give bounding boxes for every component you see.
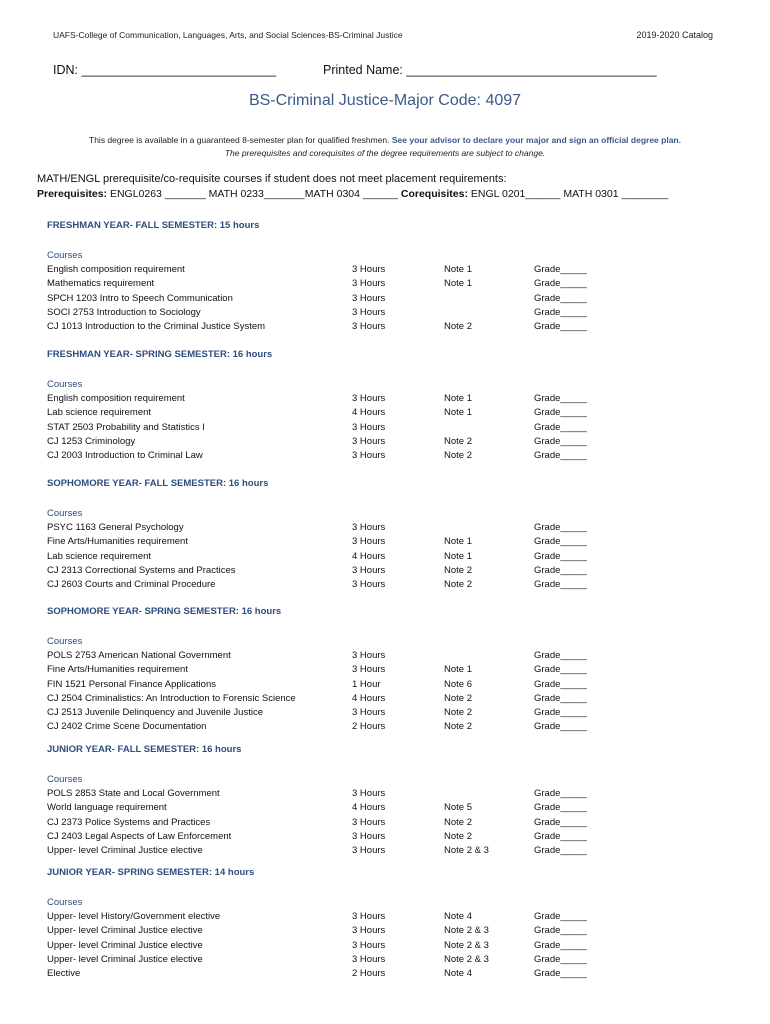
- course-name: SPCH 1203 Intro to Speech Communication: [47, 292, 233, 304]
- semester-title: FRESHMAN YEAR- FALL SEMESTER: 15 hours: [47, 220, 260, 231]
- course-name: CJ 2313 Correctional Systems and Practices: [47, 564, 236, 576]
- course-hours: 3 Hours: [352, 939, 386, 951]
- course-hours: 3 Hours: [352, 278, 386, 290]
- prereq-label: Prerequisites:: [37, 188, 108, 200]
- course-hours: 3 Hours: [352, 393, 386, 404]
- semester-section: [47, 220, 607, 335]
- course-hours: 3 Hours: [352, 664, 386, 676]
- course-name: CJ 2603 Courts and Criminal Procedure: [47, 579, 216, 591]
- course-grade: Grade_____: [534, 450, 587, 462]
- course-grade: Grade_____: [534, 845, 587, 857]
- semester-title: SOPHOMORE YEAR- SPRING SEMESTER: 16 hours: [47, 606, 282, 617]
- semester-section: [47, 349, 607, 464]
- prereq-coreq-line: [37, 188, 668, 200]
- course-name: CJ 2504 Criminalistics: An Introduction to Forensic Science: [47, 692, 296, 704]
- course-name: Lab science requirement: [47, 407, 152, 419]
- course-row: [47, 551, 607, 565]
- course-name: English composition requirement: [47, 393, 185, 404]
- course-name: Elective: [47, 968, 81, 980]
- course-row: [47, 436, 607, 450]
- course-note: Note 1: [444, 407, 472, 419]
- course-note: Note 1: [444, 278, 472, 290]
- course-grade: Grade_____: [534, 911, 587, 922]
- course-hours: 3 Hours: [352, 816, 386, 828]
- course-hours: 3 Hours: [352, 264, 386, 275]
- course-hours: 1 Hour: [352, 678, 381, 690]
- course-note: Note 1: [444, 550, 472, 562]
- course-name: Mathematics requirement: [47, 278, 155, 290]
- course-row: [47, 802, 607, 816]
- course-hours: 2 Hours: [352, 968, 386, 980]
- course-row: [47, 321, 607, 335]
- course-grade: Grade_____: [534, 292, 587, 304]
- course-name: Upper- level Criminal Justice elective: [47, 845, 203, 857]
- course-hours: 3 Hours: [352, 522, 386, 533]
- course-grade: Grade_____: [534, 925, 587, 937]
- course-name: Fine Arts/Humanities requirement: [47, 664, 188, 676]
- course-grade: Grade_____: [534, 278, 587, 290]
- course-row: [47, 940, 607, 954]
- course-note: Note 2 & 3: [444, 925, 489, 937]
- printed-name-field: Printed Name: ____________________________________: [323, 63, 657, 77]
- semester-section: [47, 606, 607, 736]
- course-name: STAT 2503 Probability and Statistics I: [47, 421, 205, 433]
- intro-highlight: See your advisor to declare your major and sign an official degree plan.: [391, 135, 681, 145]
- semester-title: SOPHOMORE YEAR- FALL SEMESTER: 16 hours: [47, 478, 269, 489]
- course-row: [47, 536, 607, 550]
- course-note: Note 4: [444, 968, 472, 980]
- course-hours: 3 Hours: [352, 830, 386, 842]
- course-note: Note 1: [444, 393, 472, 404]
- course-hours: 4 Hours: [352, 550, 386, 562]
- courses-label: Courses: [47, 897, 83, 908]
- course-name: PSYC 1163 General Psychology: [47, 522, 184, 533]
- course-hours: 3 Hours: [352, 788, 386, 799]
- course-grade: Grade_____: [534, 678, 587, 690]
- course-row: [47, 650, 607, 664]
- course-note: Note 2: [444, 830, 472, 842]
- course-name: Fine Arts/Humanities requirement: [47, 536, 188, 548]
- semester-section: [47, 478, 607, 593]
- course-grade: Grade_____: [534, 522, 587, 533]
- course-note: Note 2: [444, 707, 472, 719]
- intro-italic: The prerequisites and corequisites of the degree requirements are subject to change.: [224, 148, 546, 158]
- course-row: [47, 407, 607, 421]
- course-hours: 3 Hours: [352, 953, 386, 965]
- course-note: Note 6: [444, 678, 472, 690]
- course-note: Note 2 & 3: [444, 845, 489, 857]
- course-grade: Grade_____: [534, 692, 587, 704]
- course-name: CJ 2003 Introduction to Criminal Law: [47, 450, 203, 462]
- course-row: [47, 831, 607, 845]
- course-hours: 3 Hours: [352, 450, 386, 462]
- course-grade: Grade_____: [534, 321, 587, 333]
- course-grade: Grade_____: [534, 968, 587, 980]
- course-row: [47, 565, 607, 579]
- course-grade: Grade_____: [534, 664, 587, 676]
- course-name: Upper- level Criminal Justice elective: [47, 925, 203, 937]
- page-title: BS-Criminal Justice-Major Code: 4097: [248, 92, 522, 109]
- course-grade: Grade_____: [534, 435, 587, 447]
- course-row: [47, 707, 607, 721]
- course-grade: Grade_____: [534, 393, 587, 404]
- course-name: CJ 2403 Legal Aspects of Law Enforcement: [47, 830, 232, 842]
- course-row: [47, 278, 607, 292]
- semester-title: JUNIOR YEAR- SPRING SEMESTER: 14 hours: [47, 867, 255, 878]
- course-note: Note 2: [444, 450, 472, 462]
- course-hours: 3 Hours: [352, 536, 386, 548]
- course-name: Upper- level History/Government elective: [47, 911, 221, 922]
- courses-label: Courses: [47, 508, 83, 519]
- course-hours: 3 Hours: [352, 707, 386, 719]
- course-row: [47, 264, 607, 278]
- course-hours: 3 Hours: [352, 435, 386, 447]
- course-grade: Grade_____: [534, 788, 587, 799]
- course-row: [47, 450, 607, 464]
- course-hours: 4 Hours: [352, 692, 386, 704]
- course-note: Note 2 & 3: [444, 939, 489, 951]
- prereq-text: ENGL0263 _______ MATH 0233_______MATH 0304 ______: [107, 188, 401, 200]
- course-name: CJ 2373 Police Systems and Practices: [47, 816, 211, 828]
- course-name: CJ 2513 Juvenile Delinquency and Juvenile Justice: [47, 707, 263, 719]
- courses-label: Courses: [47, 379, 83, 390]
- course-note: Note 2: [444, 321, 472, 333]
- course-row: [47, 721, 607, 735]
- course-note: Note 2: [444, 579, 472, 591]
- course-hours: 3 Hours: [352, 845, 386, 857]
- placement-requirements: MATH/ENGL prerequisite/co-requisite courses if student does not meet placement requirements:: [37, 173, 507, 185]
- course-row: [47, 817, 607, 831]
- semester-section: [47, 744, 607, 859]
- course-row: [47, 307, 607, 321]
- course-name: FIN 1521 Personal Finance Applications: [47, 678, 216, 690]
- idn-field: IDN: ____________________________: [53, 63, 277, 77]
- course-hours: 4 Hours: [352, 407, 386, 419]
- course-grade: Grade_____: [534, 650, 587, 661]
- course-row: [47, 579, 607, 593]
- course-note: Note 2: [444, 564, 472, 576]
- course-name: English composition requirement: [47, 264, 185, 275]
- coreq-text: ENGL 0201______ MATH 0301 ________: [467, 188, 669, 200]
- course-name: World language requirement: [47, 802, 167, 814]
- semester-title: JUNIOR YEAR- FALL SEMESTER: 16 hours: [47, 744, 242, 755]
- course-name: Upper- level Criminal Justice elective: [47, 939, 203, 951]
- course-hours: 3 Hours: [352, 321, 386, 333]
- course-grade: Grade_____: [534, 564, 587, 576]
- course-row: [47, 911, 607, 925]
- header-catalog-year: 2019-2020 Catalog: [636, 30, 713, 40]
- course-grade: Grade_____: [534, 953, 587, 965]
- coreq-label: Corequisites:: [400, 188, 468, 200]
- course-row: [47, 393, 607, 407]
- course-row: [47, 693, 607, 707]
- course-note: Note 4: [444, 911, 472, 922]
- courses-label: Courses: [47, 636, 83, 647]
- course-grade: Grade_____: [534, 707, 587, 719]
- course-hours: 3 Hours: [352, 579, 386, 591]
- course-hours: 3 Hours: [352, 650, 386, 661]
- course-note: Note 2: [444, 816, 472, 828]
- intro-text: [0, 135, 770, 145]
- course-row: [47, 422, 607, 436]
- course-note: Note 1: [444, 536, 472, 548]
- course-grade: Grade_____: [534, 721, 587, 733]
- course-hours: 4 Hours: [352, 802, 386, 814]
- course-grade: Grade_____: [534, 939, 587, 951]
- course-grade: Grade_____: [534, 830, 587, 842]
- header-college: UAFS-College of Communication, Languages, Arts, and Social Sciences-BS-Criminal Justice: [53, 30, 403, 40]
- course-row: [47, 925, 607, 939]
- course-hours: 3 Hours: [352, 292, 386, 304]
- course-hours: 2 Hours: [352, 721, 386, 733]
- course-row: [47, 664, 607, 678]
- course-hours: 3 Hours: [352, 911, 386, 922]
- course-name: Upper- level Criminal Justice elective: [47, 953, 203, 965]
- course-note: Note 2: [444, 435, 472, 447]
- course-hours: 3 Hours: [352, 925, 386, 937]
- course-note: Note 5: [444, 802, 472, 814]
- course-grade: Grade_____: [534, 407, 587, 419]
- course-row: [47, 522, 607, 536]
- course-grade: Grade_____: [534, 264, 587, 275]
- course-row: [47, 845, 607, 859]
- course-grade: Grade_____: [534, 536, 587, 548]
- course-row: [47, 968, 607, 982]
- course-name: CJ 2402 Crime Scene Documentation: [47, 721, 207, 733]
- course-name: POLS 2853 State and Local Government: [47, 788, 220, 799]
- course-row: [47, 679, 607, 693]
- course-grade: Grade_____: [534, 802, 587, 814]
- course-name: Lab science requirement: [47, 550, 152, 562]
- courses-label: Courses: [47, 774, 83, 785]
- course-grade: Grade_____: [534, 421, 587, 433]
- courses-label: Courses: [47, 250, 83, 261]
- semester-title: FRESHMAN YEAR- SPRING SEMESTER: 16 hours: [47, 349, 273, 360]
- course-note: Note 1: [444, 664, 472, 676]
- course-hours: 3 Hours: [352, 306, 386, 318]
- course-grade: Grade_____: [534, 579, 587, 591]
- course-grade: Grade_____: [534, 816, 587, 828]
- course-row: [47, 954, 607, 968]
- course-note: Note 2: [444, 692, 472, 704]
- course-note: Note 1: [444, 264, 472, 275]
- intro-plain: This degree is available in a guaranteed 8-semester plan for qualified freshmen.: [89, 135, 392, 145]
- course-grade: Grade_____: [534, 550, 587, 562]
- course-note: Note 2 & 3: [444, 953, 489, 965]
- course-name: CJ 1253 Criminology: [47, 435, 136, 447]
- course-row: [47, 788, 607, 802]
- course-name: SOCI 2753 Introduction to Sociology: [47, 306, 201, 318]
- course-row: [47, 293, 607, 307]
- semester-section: [47, 867, 607, 982]
- course-name: CJ 1013 Introduction to the Criminal Justice System: [47, 321, 266, 333]
- course-hours: 3 Hours: [352, 421, 386, 433]
- course-hours: 3 Hours: [352, 564, 386, 576]
- course-name: POLS 2753 American National Government: [47, 650, 231, 661]
- course-note: Note 2: [444, 721, 472, 733]
- course-grade: Grade_____: [534, 306, 587, 318]
